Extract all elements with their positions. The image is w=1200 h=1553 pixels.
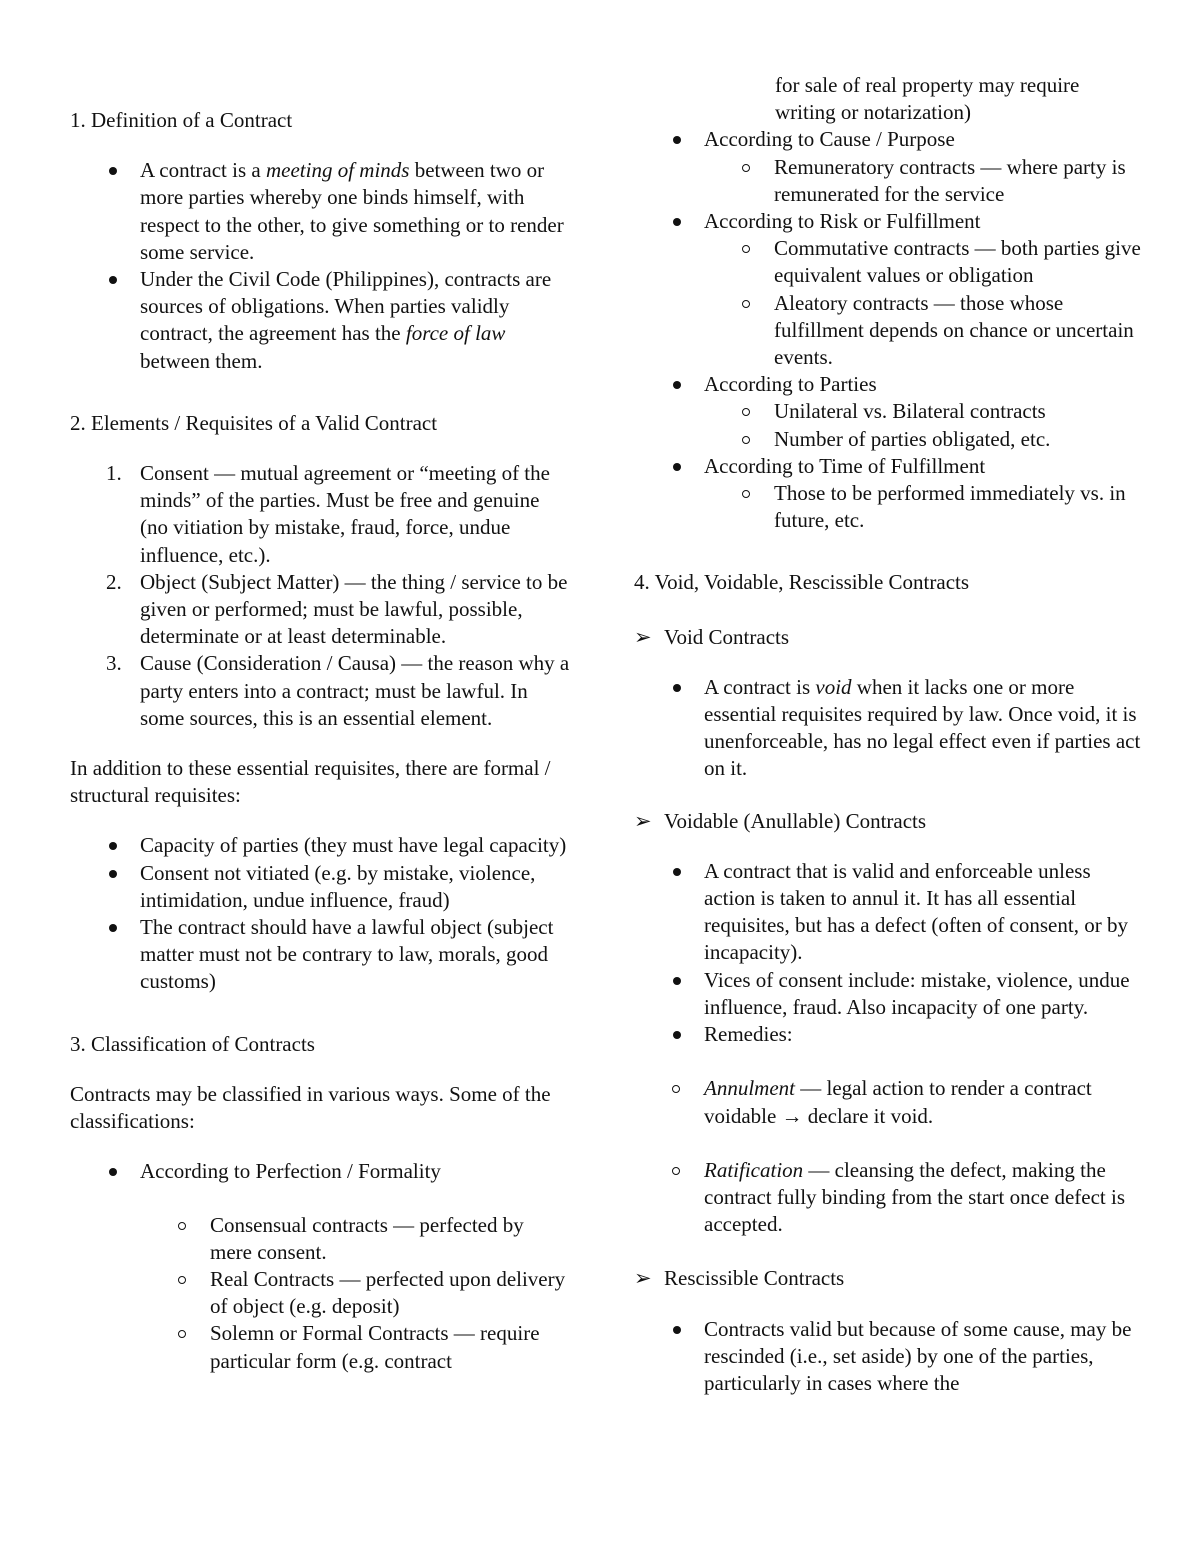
cause-sublist [704,154,1144,208]
list-item: According to Time of Fulfillment Those to be performed immediately vs. in future, etc. [634,453,1144,535]
time-sublist [704,480,1144,534]
remedies-ratification [634,1157,1144,1239]
list-item: Consent not vitiated (e.g. by mistake, violence, intimidation, undue influence, fraud) [70,860,570,914]
list-item: According to Cause / Purpose Remuneratory contracts — where party is remunerated for the service [634,126,1144,208]
sub-list-item: Number of parties obligated, etc. [704,426,1144,453]
sub-list-item: Commutative contracts — both parties give equivalent values or obligation [704,235,1144,289]
classification-list [70,1158,570,1185]
list-item: Contracts valid but because of some cause, may be rescinded (i.e., set aside) by one of the parties, particularly in cases where the [634,1316,1144,1398]
requisites-list [70,460,570,732]
list-item: The contract should have a lawful object (subject matter must not be contrary to law, morals, good customs) [70,914,570,996]
perfection-sublist [140,1212,570,1375]
list-item: Vices of consent include: mistake, violence, undue influence, fraud. Also incapacity of one party. [634,967,1144,1021]
void-list [634,674,1144,783]
risk-sublist [704,235,1144,371]
formal-requisites-list [70,832,570,995]
arrow-icon: ➢ [634,1266,652,1291]
sub-list-item: Annulment — legal action to render a contract voidable → declare it void. [634,1075,1144,1129]
sub-list-item: Remuneratory contracts — where party is remunerated for the service [704,154,1144,208]
classification-intro: Contracts may be classified in various ways. Some of the classifications: [70,1081,551,1134]
list-item: According to Risk or Fulfillment Commutative contracts — both parties give equivalent values or obligation Aleatory contracts — those whose fulfillment depends on chance or uncertain events. [634,208,1144,371]
voidable-list [634,858,1144,1048]
rescissible-list [634,1316,1144,1398]
sub-list-item: Those to be performed immediately vs. in future, etc. [704,480,1144,534]
arrow-icon: ➢ [634,624,652,649]
perfection-continued: for sale of real property may require writing or notarization) [775,73,1080,125]
void-heading: ➢ Void Contracts [634,624,1144,651]
rescissible-heading: ➢ Rescissible Contracts [634,1265,1144,1292]
sub-list-item: Ratification — cleansing the defect, making the contract fully binding from the start once defect is accepted. [634,1157,1144,1239]
sub-list-item: Aleatory contracts — those whose fulfillment depends on chance or uncertain events. [704,290,1144,372]
section-1-heading: 1. Definition of a Contract [70,108,293,132]
definition-list [70,157,570,375]
section-4-heading: 4. Void, Voidable, Rescissible Contracts [634,570,970,595]
list-item: 3. Cause (Consideration / Causa) — the reason why a party enters into a contract; must be lawful. In some sources, this is an essential element. [106,651,570,730]
remedies-annulment [634,1075,1144,1129]
list-item: A contract is a meeting of minds between two or more parties whereby one binds himself, with respect to the other, to give something or to render some service. [70,157,570,266]
sub-list-item: Unilateral vs. Bilateral contracts [704,398,1144,425]
list-item: According to Perfection / Formality [70,1158,570,1185]
section-2-heading: 2. Elements / Requisites of a Valid Contract [70,410,438,435]
sub-list-item: Solemn or Formal Contracts — require particular form (e.g. contract [140,1320,570,1374]
list-item: Capacity of parties (they must have legal capacity) [70,832,570,859]
classification-list-continued [634,126,1144,534]
list-item: A contract that is valid and enforceable unless action is taken to annul it. It has all essential requisites, but has a defect (often of consent, or by incapacity). [634,858,1144,967]
list-item: Remedies: [634,1021,1144,1048]
section-3-heading: 3. Classification of Contracts [70,1031,315,1056]
parties-sublist [704,398,1144,452]
list-item: A contract is void when it lacks one or more essential requisites required by law. Once void, it is unenforceable, has no legal effect even if parties act on it. [634,674,1144,783]
list-item: Under the Civil Code (Philippines), contracts are sources of obligations. When parties validly contract, the agreement has the force of law between them. [70,266,570,375]
left-column [70,0,570,1375]
voidable-heading: ➢ Voidable (Anullable) Contracts [634,808,1144,835]
list-item: 2. Object (Subject Matter) — the thing / service to be given or performed; must be lawful, possible, determinate or at least determinable. [106,569,568,649]
right-column [634,0,1144,1397]
list-item: According to Parties Unilateral vs. Bilateral contracts Number of parties obligated, etc. [634,371,1144,453]
sub-list-item: Consensual contracts — perfected by mere consent. [140,1212,570,1266]
arrow-icon: ➢ [634,808,652,833]
list-item: 1. Consent — mutual agreement or “meeting of the minds” of the parties. Must be free and genuine (no vitiation by mistake, fraud, force, undue influence, etc.). [106,461,550,567]
sub-list-item: Real Contracts — perfected upon delivery of object (e.g. deposit) [140,1266,570,1320]
formal-requisites-intro: In addition to these essential requisites, there are formal / structural requisites: [70,756,551,808]
